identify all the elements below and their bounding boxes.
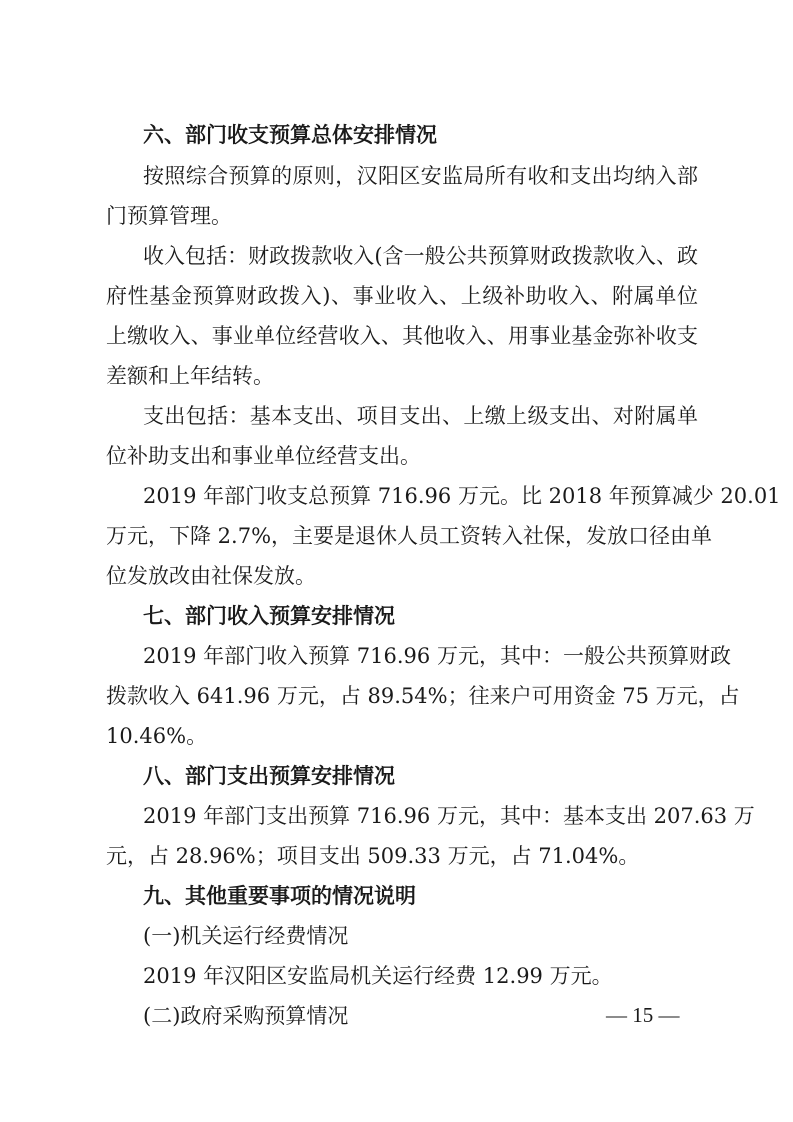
- section-heading: 九、其他重要事项的情况说明: [143, 884, 416, 908]
- section-heading: 七、部门收入预算安排情况: [143, 604, 395, 628]
- paragraph-line: 2019 年部门支出预算 716.96 万元，其中：基本支出 207.63 万: [143, 804, 755, 828]
- paragraph-line: 收入包括：财政拨款收入(含一般公共预算财政拨款收入、政: [143, 244, 698, 268]
- paragraph-line: 上缴收入、事业单位经营收入、其他收入、用事业基金弥补收支: [106, 324, 698, 348]
- paragraph-line: 差额和上年结转。: [106, 364, 274, 388]
- paragraph-line: 万元，下降 2.7%，主要是退休人员工资转入社保，发放口径由单: [106, 524, 713, 548]
- paragraph-line: 门预算管理。: [106, 204, 232, 228]
- section-heading: 八、部门支出预算安排情况: [143, 764, 395, 788]
- paragraph-line: 10.46%。: [106, 724, 208, 748]
- paragraph-line: 支出包括：基本支出、项目支出、上缴上级支出、对附属单: [143, 404, 698, 428]
- paragraph-line: 按照综合预算的原则，汉阳区安监局所有收和支出均纳入部: [143, 164, 698, 188]
- page-number: — 15 —: [606, 1003, 680, 1027]
- paragraph-line: 2019 年汉阳区安监局机关运行经费 12.99 万元。: [143, 964, 613, 988]
- paragraph-line: 拨款收入 641.96 万元，占 89.54%；往来户可用资金 75 万元，占: [106, 684, 740, 708]
- paragraph-line: 2019 年部门收入预算 716.96 万元，其中：一般公共预算财政: [143, 644, 731, 668]
- paragraph-line: 2019 年部门收支总预算 716.96 万元。比 2018 年预算减少 20.01: [143, 484, 781, 508]
- paragraph-line: 元，占 28.96%；项目支出 509.33 万元，占 71.04%。: [106, 844, 640, 868]
- section-heading: 六、部门收支预算总体安排情况: [143, 123, 437, 147]
- paragraph-line: 府性基金预算财政拨入)、事业收入、上级补助收入、附属单位: [106, 284, 698, 308]
- subsection-heading: (二)政府采购预算情况: [143, 1004, 349, 1028]
- subsection-heading: (一)机关运行经费情况: [143, 924, 349, 948]
- paragraph-line: 位发放改由社保发放。: [106, 564, 316, 588]
- paragraph-line: 位补助支出和事业单位经营支出。: [106, 444, 421, 468]
